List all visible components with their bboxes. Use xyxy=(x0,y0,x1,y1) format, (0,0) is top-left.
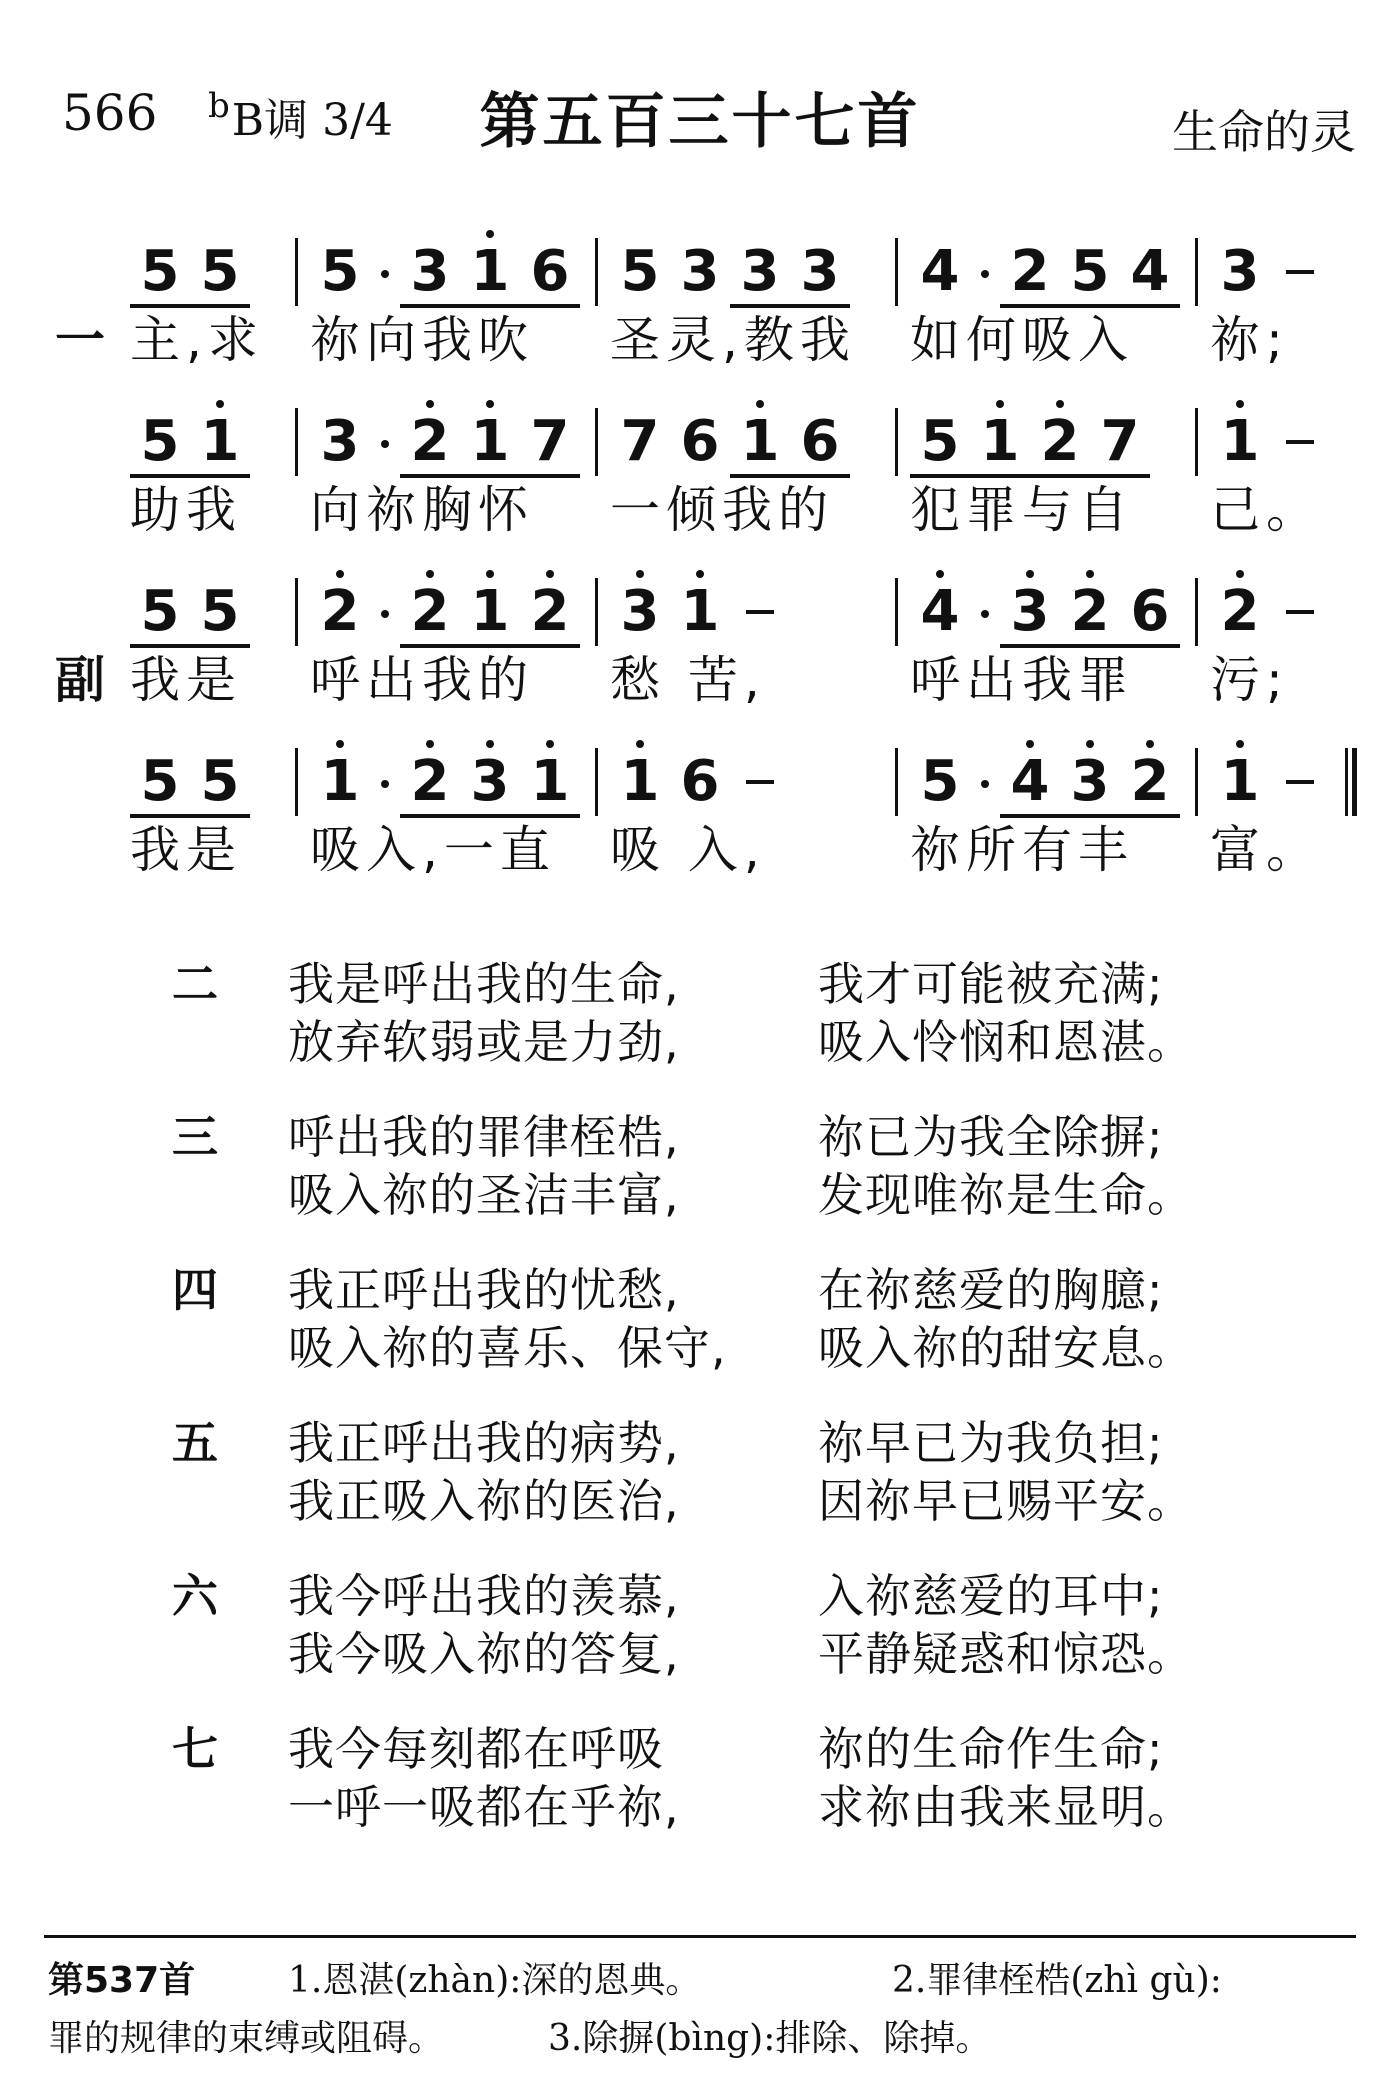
beamed-note-group xyxy=(730,240,850,308)
note: 4 xyxy=(1130,239,1170,304)
note: 6 xyxy=(680,749,720,814)
rest-dash xyxy=(1270,750,1330,814)
note-group xyxy=(610,240,730,304)
lyric-segment: 愁 苦, xyxy=(610,651,766,709)
bar-line xyxy=(1195,748,1198,816)
verse-line-2b: 因祢早已赐平安。 xyxy=(818,1474,1194,1528)
note: 1 xyxy=(610,750,670,814)
lyric-segment: 如何吸入 xyxy=(910,311,1134,369)
note-group xyxy=(610,580,790,644)
verse-line-2b: 平静疑惑和惊恐。 xyxy=(818,1627,1194,1681)
bar-line xyxy=(295,578,298,646)
note: 5 xyxy=(140,579,180,644)
footnote-2-continued: 罪的规律的束缚或阻碍。 xyxy=(48,2018,445,2059)
bar-line xyxy=(295,408,298,476)
beamed-note-group xyxy=(1000,240,1060,308)
lyric-segment: 己。 xyxy=(1210,481,1322,539)
bar-line xyxy=(295,238,298,306)
verse-line-1a: 我正呼出我的病势, xyxy=(288,1416,680,1470)
beamed-note-group xyxy=(1000,580,1060,648)
lyric-line xyxy=(130,810,1360,880)
lyric-segment: 一倾我的 xyxy=(610,481,834,539)
note: 1 xyxy=(520,750,580,814)
beamed-note-group xyxy=(1060,750,1180,818)
beamed-note-group xyxy=(130,240,250,308)
note: 3 xyxy=(610,580,670,644)
note: 2 xyxy=(1030,410,1090,474)
note: 3 xyxy=(800,239,840,304)
verse-line-1b: 祢早已为我负担; xyxy=(818,1416,1164,1470)
note: 2 xyxy=(400,580,460,644)
final-double-bar xyxy=(1345,748,1357,816)
verse-number: 二 xyxy=(172,957,218,1011)
note: 4 xyxy=(1000,750,1060,814)
note-group xyxy=(310,410,400,474)
beamed-note-group xyxy=(1060,240,1180,308)
note: 3 xyxy=(1060,750,1120,814)
note: 1 xyxy=(190,410,250,474)
note-group xyxy=(910,750,1000,814)
verse-line-2b: 吸入怜悯和恩湛。 xyxy=(818,1015,1194,1069)
beamed-note-group xyxy=(130,750,250,818)
verse-line-1b: 祢已为我全除摒; xyxy=(818,1110,1164,1164)
note-group xyxy=(310,750,400,814)
note: 6 xyxy=(1130,579,1170,644)
note: 2 xyxy=(400,750,460,814)
note: 5 xyxy=(920,749,960,814)
footer-divider xyxy=(44,1935,1356,1938)
note: 4 xyxy=(910,580,970,644)
note: 3 xyxy=(460,750,520,814)
note: 5 xyxy=(140,239,180,304)
note-group xyxy=(1210,750,1330,814)
beamed-note-group xyxy=(400,580,460,648)
bar-line xyxy=(895,578,898,646)
note: 1 xyxy=(730,410,790,474)
note: 2 xyxy=(1120,750,1180,814)
verse-line-2b: 发现唯祢是生命。 xyxy=(818,1168,1194,1222)
verse-line-2b: 吸入祢的甜安息。 xyxy=(818,1321,1194,1375)
rest-dash xyxy=(730,580,790,644)
note: 3 xyxy=(1000,580,1060,644)
verse-line-1b: 我才可能被充满; xyxy=(818,957,1164,1011)
note: 5 xyxy=(620,239,660,304)
verse-line-2a: 一呼一吸都在乎祢, xyxy=(288,1780,680,1834)
note: 5 xyxy=(200,239,240,304)
note-group xyxy=(310,240,400,304)
lyric-segment: 污; xyxy=(1210,651,1289,709)
note: 7 xyxy=(1100,409,1140,474)
note: 1 xyxy=(670,580,730,644)
verse-number: 三 xyxy=(172,1110,218,1164)
note-group xyxy=(910,240,1000,304)
beamed-note-group xyxy=(460,580,580,648)
chorus-marker: 副 xyxy=(55,651,105,709)
verse-line-1b: 祢的生命作生命; xyxy=(818,1722,1164,1776)
note: 1 xyxy=(970,410,1030,474)
note: 5 xyxy=(1070,239,1110,304)
note: 7 xyxy=(620,409,660,474)
rest-dash xyxy=(1270,240,1330,304)
note: 2 xyxy=(1060,580,1120,644)
footnote-2: 2.罪律桎梏(zhì gù): xyxy=(892,1960,1222,2001)
note: 5 xyxy=(140,409,180,474)
note: 3 xyxy=(1220,239,1260,304)
hymn-category: 生命的灵 xyxy=(1172,105,1356,159)
note: 1 xyxy=(1210,750,1270,814)
footnote-label: 第537首 xyxy=(48,1960,196,2001)
bar-line xyxy=(595,238,598,306)
bar-line xyxy=(595,578,598,646)
note-group xyxy=(1210,580,1330,644)
beamed-note-group xyxy=(730,410,850,478)
note: 3 xyxy=(320,409,360,474)
lyric-line xyxy=(130,300,1360,370)
lyric-segment: 我是 xyxy=(130,821,242,879)
note: 3 xyxy=(740,239,780,304)
verse-line-1a: 呼出我的罪律桎梏, xyxy=(288,1110,680,1164)
verse-line-1a: 我是呼出我的生命, xyxy=(288,957,680,1011)
note: 2 xyxy=(1010,239,1050,304)
beamed-note-group xyxy=(1000,750,1060,818)
verse-number: 五 xyxy=(172,1416,218,1470)
lyric-line xyxy=(130,470,1360,540)
verse-line-2a: 我正吸入祢的医治, xyxy=(288,1474,680,1528)
note: 2 xyxy=(520,580,580,644)
augmentation-dot xyxy=(370,410,400,474)
verse-line-1b: 入祢慈爱的耳中; xyxy=(818,1569,1164,1623)
flat-sign: b xyxy=(208,86,230,126)
verse-line-2b: 求祢由我来显明。 xyxy=(818,1780,1194,1834)
verse-number: 六 xyxy=(172,1569,218,1623)
lyric-segment: 圣灵,教我 xyxy=(610,311,856,369)
augmentation-dot xyxy=(370,580,400,644)
verse-line-2a: 我今吸入祢的答复, xyxy=(288,1627,680,1681)
note-group xyxy=(1210,410,1330,474)
lyric-segment: 我是 xyxy=(130,651,242,709)
lyric-segment: 向祢胸怀 xyxy=(310,481,534,539)
lyric-segment: 吸 入, xyxy=(610,821,766,879)
augmentation-dot xyxy=(370,240,400,304)
note: 3 xyxy=(680,239,720,304)
lyric-segment: 祢向我吹 xyxy=(310,311,534,369)
verse-line-1a: 我今呼出我的羡慕, xyxy=(288,1569,680,1623)
note: 1 xyxy=(1210,410,1270,474)
beamed-note-group xyxy=(1030,410,1150,478)
note-group xyxy=(1210,240,1330,304)
rest-dash xyxy=(1270,410,1330,474)
note: 5 xyxy=(140,749,180,814)
note-group xyxy=(910,580,1000,644)
note: 5 xyxy=(200,749,240,814)
verse-line-2a: 放弃软弱或是力劲, xyxy=(288,1015,680,1069)
lyric-segment: 祢; xyxy=(1210,311,1289,369)
note: 4 xyxy=(920,239,960,304)
bar-line xyxy=(895,748,898,816)
note: 5 xyxy=(200,579,240,644)
note: 2 xyxy=(310,580,370,644)
note-group xyxy=(610,410,730,474)
bar-line xyxy=(1195,408,1198,476)
lyric-segment: 呼出我的 xyxy=(310,651,534,709)
verse-line-2a: 吸入祢的喜乐、保守, xyxy=(288,1321,727,1375)
note: 7 xyxy=(530,409,570,474)
note-group xyxy=(310,580,400,644)
lyric-segment: 吸入,一直 xyxy=(310,821,556,879)
note: 2 xyxy=(400,410,460,474)
note: 5 xyxy=(920,409,960,474)
beamed-note-group xyxy=(1060,580,1180,648)
lyric-segment: 祢所有丰 xyxy=(910,821,1134,879)
verse-number: 七 xyxy=(172,1722,218,1776)
note: 3 xyxy=(410,239,450,304)
bar-line xyxy=(295,748,298,816)
verse-line-1a: 我今每刻都在呼吸 xyxy=(288,1722,664,1776)
verse-1-marker: 一 xyxy=(55,311,105,369)
beamed-note-group xyxy=(460,750,580,818)
bar-line xyxy=(895,408,898,476)
note: 1 xyxy=(460,410,520,474)
augmentation-dot xyxy=(970,580,1000,644)
beamed-note-group xyxy=(460,240,580,308)
bar-line xyxy=(1195,578,1198,646)
lyric-segment: 富。 xyxy=(1210,821,1322,879)
rest-dash xyxy=(1270,580,1330,644)
note: 2 xyxy=(1210,580,1270,644)
augmentation-dot xyxy=(370,750,400,814)
note: 6 xyxy=(800,409,840,474)
beamed-note-group xyxy=(400,750,460,818)
rest-dash xyxy=(730,750,790,814)
bar-line xyxy=(595,408,598,476)
lyric-segment: 主,求 xyxy=(130,311,264,369)
lyric-segment: 助我 xyxy=(130,481,242,539)
beamed-note-group xyxy=(400,240,460,308)
note: 6 xyxy=(530,239,570,304)
key-and-time: B调 3/4 xyxy=(231,95,393,146)
verse-number: 四 xyxy=(172,1263,218,1317)
note-group xyxy=(610,750,790,814)
beamed-note-group xyxy=(460,410,580,478)
page-number: 566 xyxy=(62,84,158,142)
footnote-3: 3.除摒(bìng):排除、除掉。 xyxy=(548,2018,992,2059)
bar-line xyxy=(895,238,898,306)
verse-line-2a: 吸入祢的圣洁丰富, xyxy=(288,1168,680,1222)
beamed-note-group xyxy=(400,410,460,478)
footnote-1: 1.恩湛(zhàn):深的恩典。 xyxy=(288,1960,702,2001)
note: 1 xyxy=(460,240,520,304)
bar-line xyxy=(1195,238,1198,306)
bar-line xyxy=(595,748,598,816)
beamed-note-group xyxy=(130,580,250,648)
verse-line-1b: 在祢慈爱的胸臆; xyxy=(818,1263,1164,1317)
verse-line-1a: 我正呼出我的忧愁, xyxy=(288,1263,680,1317)
augmentation-dot xyxy=(970,240,1000,304)
note: 6 xyxy=(680,409,720,474)
note: 5 xyxy=(320,239,360,304)
lyric-segment: 犯罪与自 xyxy=(910,481,1134,539)
beamed-note-group xyxy=(910,410,1030,478)
augmentation-dot xyxy=(970,750,1000,814)
note: 1 xyxy=(310,750,370,814)
lyric-segment: 呼出我罪 xyxy=(910,651,1134,709)
beamed-note-group xyxy=(130,410,250,478)
hymn-title: 第五百三十七首 xyxy=(479,87,921,157)
note: 1 xyxy=(460,580,520,644)
lyric-line xyxy=(130,640,1360,710)
